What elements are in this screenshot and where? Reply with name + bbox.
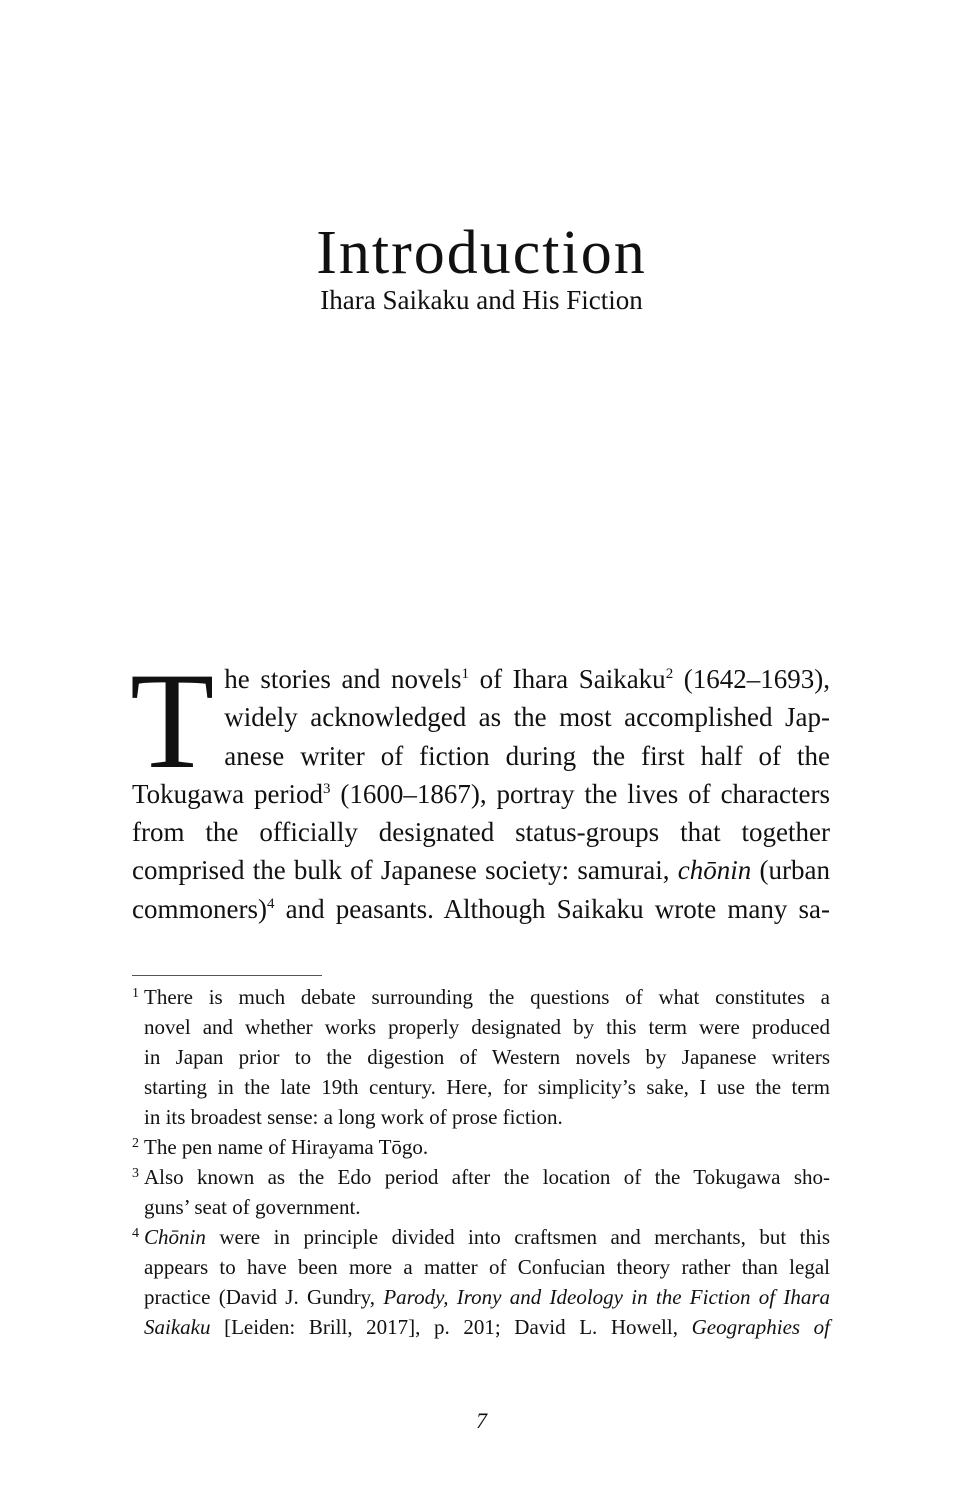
footnote-line: novel and whether works properly designated by this term were produced <box>144 1015 830 1039</box>
page-number: 7 <box>476 1408 487 1433</box>
footnote-line: Also known as the Edo period after the location of the Tokugawa sho- <box>144 1165 830 1189</box>
body-line: Tokugawa period$^3$ (1600–1867), portray the lives of characters <box>132 778 830 809</box>
footnote-line: practice (David J. Gundry, Parody, Irony and Ideology in the Fiction of Ihara <box>144 1285 831 1309</box>
footnote-line: guns’ seat of government. <box>144 1195 361 1219</box>
footnote-line: Chōnin were in principle divided into craftsmen and merchants, but this <box>144 1225 830 1249</box>
footnote <box>132 1222 830 1342</box>
footnote <box>132 1132 830 1162</box>
footnote-line: Saikaku [Leiden: Brill, 2017], p. 201; David L. Howell, Geographies of <box>144 1315 830 1339</box>
drop-cap: T <box>130 644 215 797</box>
footnote-ref: 2 <box>665 666 674 682</box>
footnote-line: appears to have been more a matter of Confucian theory rather than legal <box>144 1255 830 1279</box>
body-line: widely acknowledged as the most accomplished Jap- <box>224 702 830 733</box>
footnote-ref: 3 <box>322 780 331 797</box>
footnote-number: 3 <box>132 1166 139 1181</box>
footnote-ref: 4 <box>266 895 275 912</box>
footnote-line: The pen name of Hirayama Tōgo. <box>144 1135 429 1159</box>
footnote <box>132 982 830 1132</box>
footnotes <box>132 982 830 1342</box>
footnote-number: 2 <box>132 1136 139 1151</box>
footnote-divider <box>132 975 322 976</box>
body-paragraph <box>130 644 831 928</box>
body-line: from the officially designated status-groups that together <box>132 817 830 848</box>
footnote-number: 4 <box>132 1226 139 1241</box>
footnote <box>132 1162 830 1222</box>
body-line: comprised the bulk of Japanese society: samurai, chōnin (urban <box>132 855 830 886</box>
body-line: commoners)$^4$ and peasants. Although Saikaku wrote many sa- <box>132 893 830 924</box>
italic-term: chōnin <box>677 855 752 886</box>
footnote-line: There is much debate surrounding the questions of what constitutes a <box>144 985 830 1009</box>
footnote-line: in Japan prior to the digestion of Western novels by Japanese writers <box>144 1045 830 1069</box>
chapter-subtitle: Ihara Saikaku and His Fiction <box>320 285 643 315</box>
footnote-ref: 1 <box>461 666 469 682</box>
body-line: anese writer of fiction during the first half of the <box>224 740 830 771</box>
footnote-number: 1 <box>132 986 139 1001</box>
body-line: he stories and novels$^1$ of Ihara Saikaku$^2$ (1642–1693), <box>224 664 831 694</box>
chapter-title: Introduction <box>316 219 647 287</box>
footnote-line: starting in the late 19th century. Here, for simplicity’s sake, I use the term <box>144 1075 830 1099</box>
footnote-line: in its broadest sense: a long work of prose fiction. <box>144 1105 563 1129</box>
